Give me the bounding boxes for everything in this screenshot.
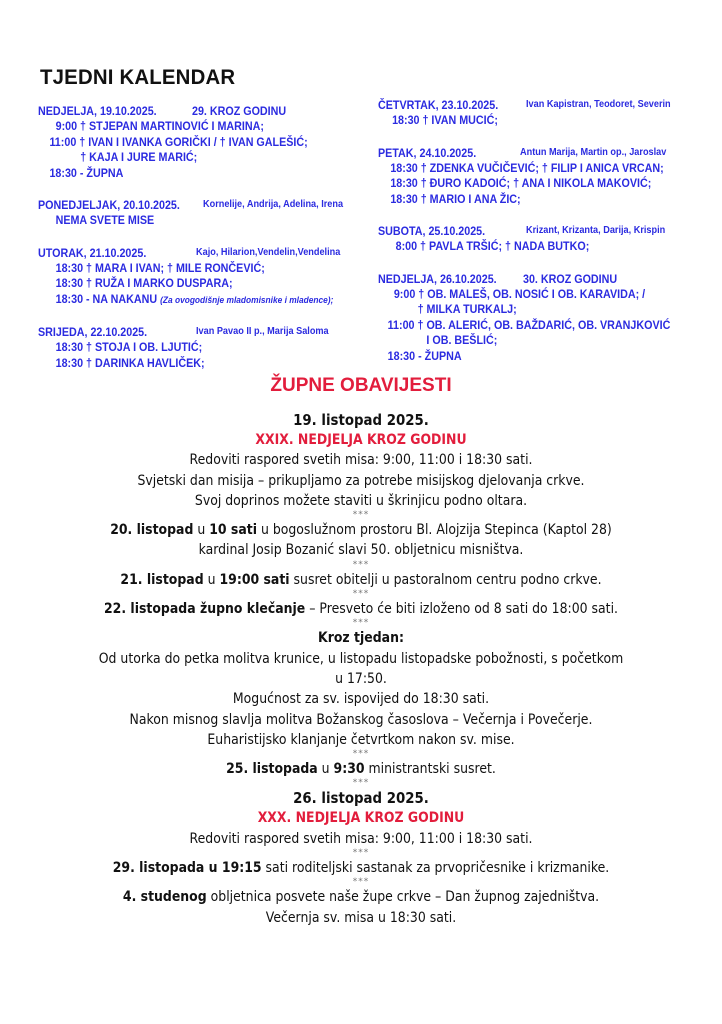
announcement-date: 20. listopad <box>110 522 194 539</box>
mass-entry: 18:30 † MARIO I ANA ŽIC; <box>390 191 521 206</box>
calendar-day <box>38 103 368 181</box>
mass-entry: 18:30 - ŽUPNA <box>387 348 462 363</box>
announcement-text: u <box>193 522 210 539</box>
announcement-date: 29. listopada u 19:15 <box>112 860 262 877</box>
mass-entry: 18:30 † DARINKA HAVLIČEK; <box>55 355 205 370</box>
mass-note: (Za ovogodišnje mladomisnike i mladence); <box>160 294 334 306</box>
announcement-line <box>51 759 672 779</box>
announcement-line: u 17:50. <box>335 670 387 687</box>
day-date: NEDJELJA, 19.10.2025. <box>38 104 157 118</box>
day-date: PONEDJELJAK, 20.10.2025. <box>38 198 180 212</box>
announcement-time: 10 sati <box>209 522 258 539</box>
day-feast: Kornelije, Andrija, Adelina, Irena <box>203 199 344 210</box>
announcement-text: susret obitelji u pastoralnom centru podno crkve. <box>289 571 602 588</box>
separator: *** <box>352 618 370 629</box>
announcement-date: 25. listopada <box>226 761 318 778</box>
calendar-day <box>378 97 708 129</box>
mass-entry: 18:30 - ŽUPNA <box>49 165 124 180</box>
announcement-text: obljetnica posvete naše župe crkve – Dan župnog zajedništva. <box>206 889 600 906</box>
day-feast: Ivan Kapistran, Teodoret, Severin <box>526 99 671 110</box>
calendar-day <box>378 145 708 208</box>
calendar-title: TJEDNI KALENDAR <box>40 66 236 89</box>
announcement-date: 4. studenog <box>122 889 207 906</box>
day-feast: Antun Marija, Martin op., Jaroslav <box>520 146 667 158</box>
mass-entry: 18:30 † STOJA I OB. LJUTIĆ; <box>55 340 203 354</box>
sunday-date: 19. listopad 2025. <box>293 411 429 429</box>
announcement-line <box>51 570 672 590</box>
announcement-line: Euharistijsko klanjanje četvrtkom nakon sv. mise. <box>207 731 515 748</box>
mass-entry: I OB. BEŠLIĆ; <box>426 333 498 347</box>
announcement-line <box>51 520 672 540</box>
announcement-line: Mogućnost za sv. ispovijed do 18:30 sati. <box>232 691 490 708</box>
announcement-text: u <box>203 571 220 588</box>
mass-entry: NEMA SVETE MISE <box>55 213 155 227</box>
day-feast: Krizant, Krizanta, Darija, Krispin <box>526 225 666 236</box>
mass-entry <box>38 291 334 309</box>
mass-entry: 18:30 † RUŽA I MARKO DUSPARA; <box>55 276 233 290</box>
separator: *** <box>352 749 370 760</box>
calendar-day <box>38 245 368 309</box>
mass-entry: † KAJA I JURE MARIĆ; <box>80 150 198 164</box>
announcement-line: kardinal Josip Bozanić slavi 50. obljetnicu misništva. <box>198 542 524 559</box>
announcements-title: ŽUPNE OBAVIJESTI <box>270 375 452 396</box>
mass-entry-text: 18:30 - NA NAKANU <box>55 291 158 306</box>
mass-entry: 8:00 † PAVLA TRŠIĆ; † NADA BUTKO; <box>395 239 590 253</box>
separator: *** <box>352 778 370 789</box>
mass-entry: 9:00 † OB. MALEŠ, OB. NOSIĆ I OB. KARAVIDA; / <box>393 286 646 301</box>
day-feast: 29. KROZ GODINU <box>192 104 287 118</box>
calendar-day <box>378 271 708 365</box>
sunday-date: 26. listopad 2025. <box>293 789 429 808</box>
announcement-line: Nakon misnog slavlja molitva Božanskog časoslova – Večernja i Povečerje. <box>129 711 593 728</box>
mass-entry: † MILKA TURKALJ; <box>417 302 517 316</box>
separator: *** <box>352 559 370 570</box>
announcement-time: 9:30 <box>333 761 365 778</box>
announcement-text: u <box>317 761 334 778</box>
day-feast: Kajo, Hilarion,Vendelin,Vendelina <box>196 246 341 258</box>
separator: *** <box>352 589 370 600</box>
mass-entry: 9:00 † STJEPAN MARTINOVIĆ I MARINA; <box>55 119 264 133</box>
announcement-line: Redoviti raspored svetih misa: 9:00, 11:00 i 18:30 sati. <box>189 452 533 469</box>
announcement-text: sati roditeljski sastanak za prvopričesnike i krizmanike. <box>261 860 610 877</box>
announcement-date: 22. listopada župno klečanje <box>103 601 306 618</box>
day-date: ČETVRTAK, 23.10.2025. <box>378 98 499 112</box>
mass-entry: 18:30 † ĐURO KADOIĆ; † ANA I NIKOLA MAKOVIĆ; <box>390 176 652 190</box>
day-feast: Ivan Pavao II p., Marija Saloma <box>196 326 329 337</box>
calendar-day <box>378 223 708 255</box>
announcement-date: 21. listopad <box>120 571 204 588</box>
day-date: SRIJEDA, 22.10.2025. <box>38 325 148 339</box>
mass-entry: 18:30 † MARA I IVAN; † MILE RONČEVIĆ; <box>55 260 265 275</box>
announcement-text: ministrantski susret. <box>364 761 496 778</box>
announcement-line: Redoviti raspored svetih misa: 9:00, 11:00 i 18:30 sati. <box>189 830 533 847</box>
day-date: NEDJELJA, 26.10.2025. <box>378 271 497 286</box>
announcement-line <box>51 887 672 907</box>
announcement-line: Večernja sv. misa u 18:30 sati. <box>265 909 457 926</box>
mass-entry: 18:30 † ZDENKA VUČIČEVIĆ; † FILIP I ANICA VRCAN; <box>390 160 664 175</box>
announcement-line: Od utorka do petka molitva krunice, u listopadu listopadske pobožnosti, s početkom <box>98 650 624 667</box>
announcement-line: Svjetski dan misija – prikupljamo za potrebe misijskog djelovanja crkve. <box>137 472 585 489</box>
day-date: SUBOTA, 25.10.2025. <box>378 224 486 238</box>
day-date: PETAK, 24.10.2025. <box>378 145 477 160</box>
announcement-line <box>51 599 672 619</box>
weekly-heading: Kroz tjedan: <box>318 630 404 647</box>
calendar-right-column <box>378 97 708 378</box>
calendar-left-column <box>38 103 368 385</box>
separator: *** <box>352 877 370 888</box>
announcement-text: – Presveto će biti izloženo od 8 sati do 18:00 sati. <box>305 601 619 618</box>
separator: *** <box>352 510 370 521</box>
day-feast: 30. KROZ GODINU <box>523 271 618 286</box>
calendar-day <box>38 324 368 371</box>
announcements-section <box>0 370 722 928</box>
mass-entry: 11:00 † OB. ALERIĆ, OB. BAŽDARIĆ, OB. VRANJKOVIĆ <box>387 317 671 332</box>
mass-entry: 11:00 † IVAN I IVANKA GORIČKI / † IVAN GALEŠIĆ; <box>49 134 308 149</box>
day-date: UTORAK, 21.10.2025. <box>38 245 147 260</box>
sunday-name: XXX. NEDJELJA KROZ GODINU <box>257 810 465 827</box>
announcement-text: u bogoslužnom prostoru Bl. Alojzija Stepinca (Kaptol 28) <box>257 522 612 539</box>
announcement-line: Svoj doprinos možete staviti u škrinjicu podno oltara. <box>194 492 528 509</box>
mass-entry: 18:30 † IVAN MUCIĆ; <box>392 113 498 127</box>
announcement-time: 19:00 sati <box>219 571 290 588</box>
sunday-name: XXIX. NEDJELJA KROZ GODINU <box>255 432 467 448</box>
calendar-day <box>38 197 368 229</box>
separator: *** <box>352 848 370 859</box>
announcement-line <box>51 858 672 878</box>
